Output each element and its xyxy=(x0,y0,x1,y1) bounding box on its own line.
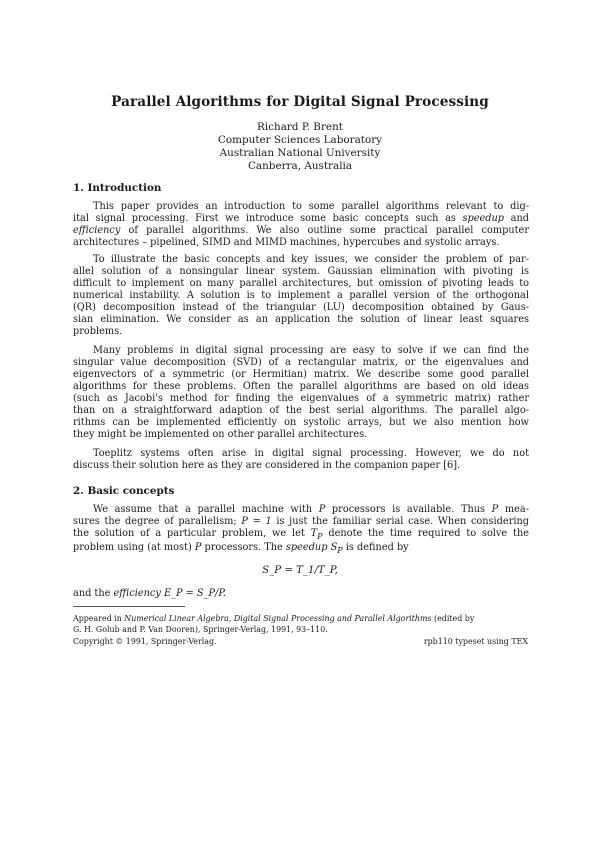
text-line: and the efficiency E_P = S_P/P. xyxy=(73,588,227,599)
text-line: architectures – pipelined, SIMD and MIMD machines, hypercubes and systolic arrays. xyxy=(73,237,500,249)
footnote-rule xyxy=(73,606,185,607)
footnote-line-1: Appeared in Numerical Linear Algebra, Digital Signal Processing and Parallel Algorithms (edited by xyxy=(73,614,475,623)
text-line: We assume that a parallel machine with P processors is available. Thus P mea- xyxy=(93,504,530,515)
text-line: problems. xyxy=(73,326,123,338)
intro-paragraph-4 xyxy=(73,448,529,472)
text-line: sures the degree of parallelism; P = 1 is just the familiar serial case. When considering xyxy=(73,516,529,528)
text-line: (QR) decomposition instead of the triangular (LU) decomposition obtained by Gaus- xyxy=(73,302,529,314)
efficiency-sentence xyxy=(73,588,529,600)
section-heading-introduction: 1. Introduction xyxy=(73,182,162,194)
footnote-line-2: G. H. Golub and P. Van Dooren), Springer-Verlag, 1991, 93–110. xyxy=(73,625,328,634)
text-line: discuss their solution here as they are considered in the companion paper [6]. xyxy=(73,460,461,472)
text-line: problem using (at most) P processors. The speedup $S_P$ is defined by xyxy=(73,542,409,556)
author-location: Canberra, Australia xyxy=(247,160,353,172)
text-line: difficult to implement on many parallel architectures, but omission of pivoting leads to xyxy=(73,278,529,290)
text-line: numerical instability. A solution is to implement a parallel version of the orthogonal xyxy=(73,290,529,302)
author-name: Richard P. Brent xyxy=(257,121,343,133)
text-line: (such as Jacobi's method for finding the eigenvalues of a symmetric matrix) rather xyxy=(73,393,529,405)
speedup-equation: S_P = T_1/T_P, xyxy=(262,565,338,576)
section-heading-basic-concepts: 2. Basic concepts xyxy=(73,485,175,497)
text-line: eigenvectors of a symmetric (or Hermitian) matrix. We describe some good parallel xyxy=(73,369,529,381)
intro-paragraph-3 xyxy=(73,345,529,441)
text-line: sian elimination. We consider as an application the solution of linear least squares xyxy=(73,314,529,326)
intro-paragraph-1 xyxy=(73,201,529,249)
text-line: To illustrate the basic concepts and key issues, we consider the problem of par- xyxy=(93,254,529,265)
author-institution: Australian National University xyxy=(219,147,381,159)
author-block xyxy=(0,121,600,173)
text-line: than on a straightforward adaption of the best serial algorithms. The parallel algo- xyxy=(73,405,529,417)
typeset-notice: rpb110 typeset using TEX xyxy=(423,637,528,646)
text-line: ital signal processing. First we introduce some basic concepts such as speedup and xyxy=(73,213,530,225)
paper-title: Parallel Algorithms for Digital Signal Processing xyxy=(111,94,489,110)
author-dept: Computer Sciences Laboratory xyxy=(217,134,383,146)
text-line: Many problems in digital signal processing are easy to solve if we can find the xyxy=(93,345,529,356)
text-line: allel solution of a nonsingular linear system. Gaussian elimination with pivoting is xyxy=(73,266,529,278)
basic-concepts-paragraph-1 xyxy=(73,504,529,556)
text-line: they might be implemented on other parallel architectures. xyxy=(73,429,368,441)
text-line: the solution of a particular problem, we let $T_P$ denote the time required to solve the xyxy=(73,528,529,542)
text-line: singular value decomposition (SVD) of a rectangular matrix, or the eigenvalues and xyxy=(73,357,529,369)
footnote xyxy=(73,613,529,635)
text-line: algorithms for these problems. Often the parallel algorithms are based on old ideas xyxy=(73,381,529,393)
text-line: rithms can be implemented efficiently on systolic arrays, but we also mention how xyxy=(73,417,529,429)
text-line: This paper provides an introduction to some parallel algorithms relevant to dig- xyxy=(93,201,529,212)
intro-paragraph-2 xyxy=(73,254,529,338)
text-line: efficiency of parallel algorithms. We also outline some practical parallel computer xyxy=(73,225,529,237)
copyright-notice: Copyright © 1991, Springer-Verlag. xyxy=(73,637,217,646)
text-line: Toeplitz systems often arise in digital signal processing. However, we do not xyxy=(93,448,529,459)
